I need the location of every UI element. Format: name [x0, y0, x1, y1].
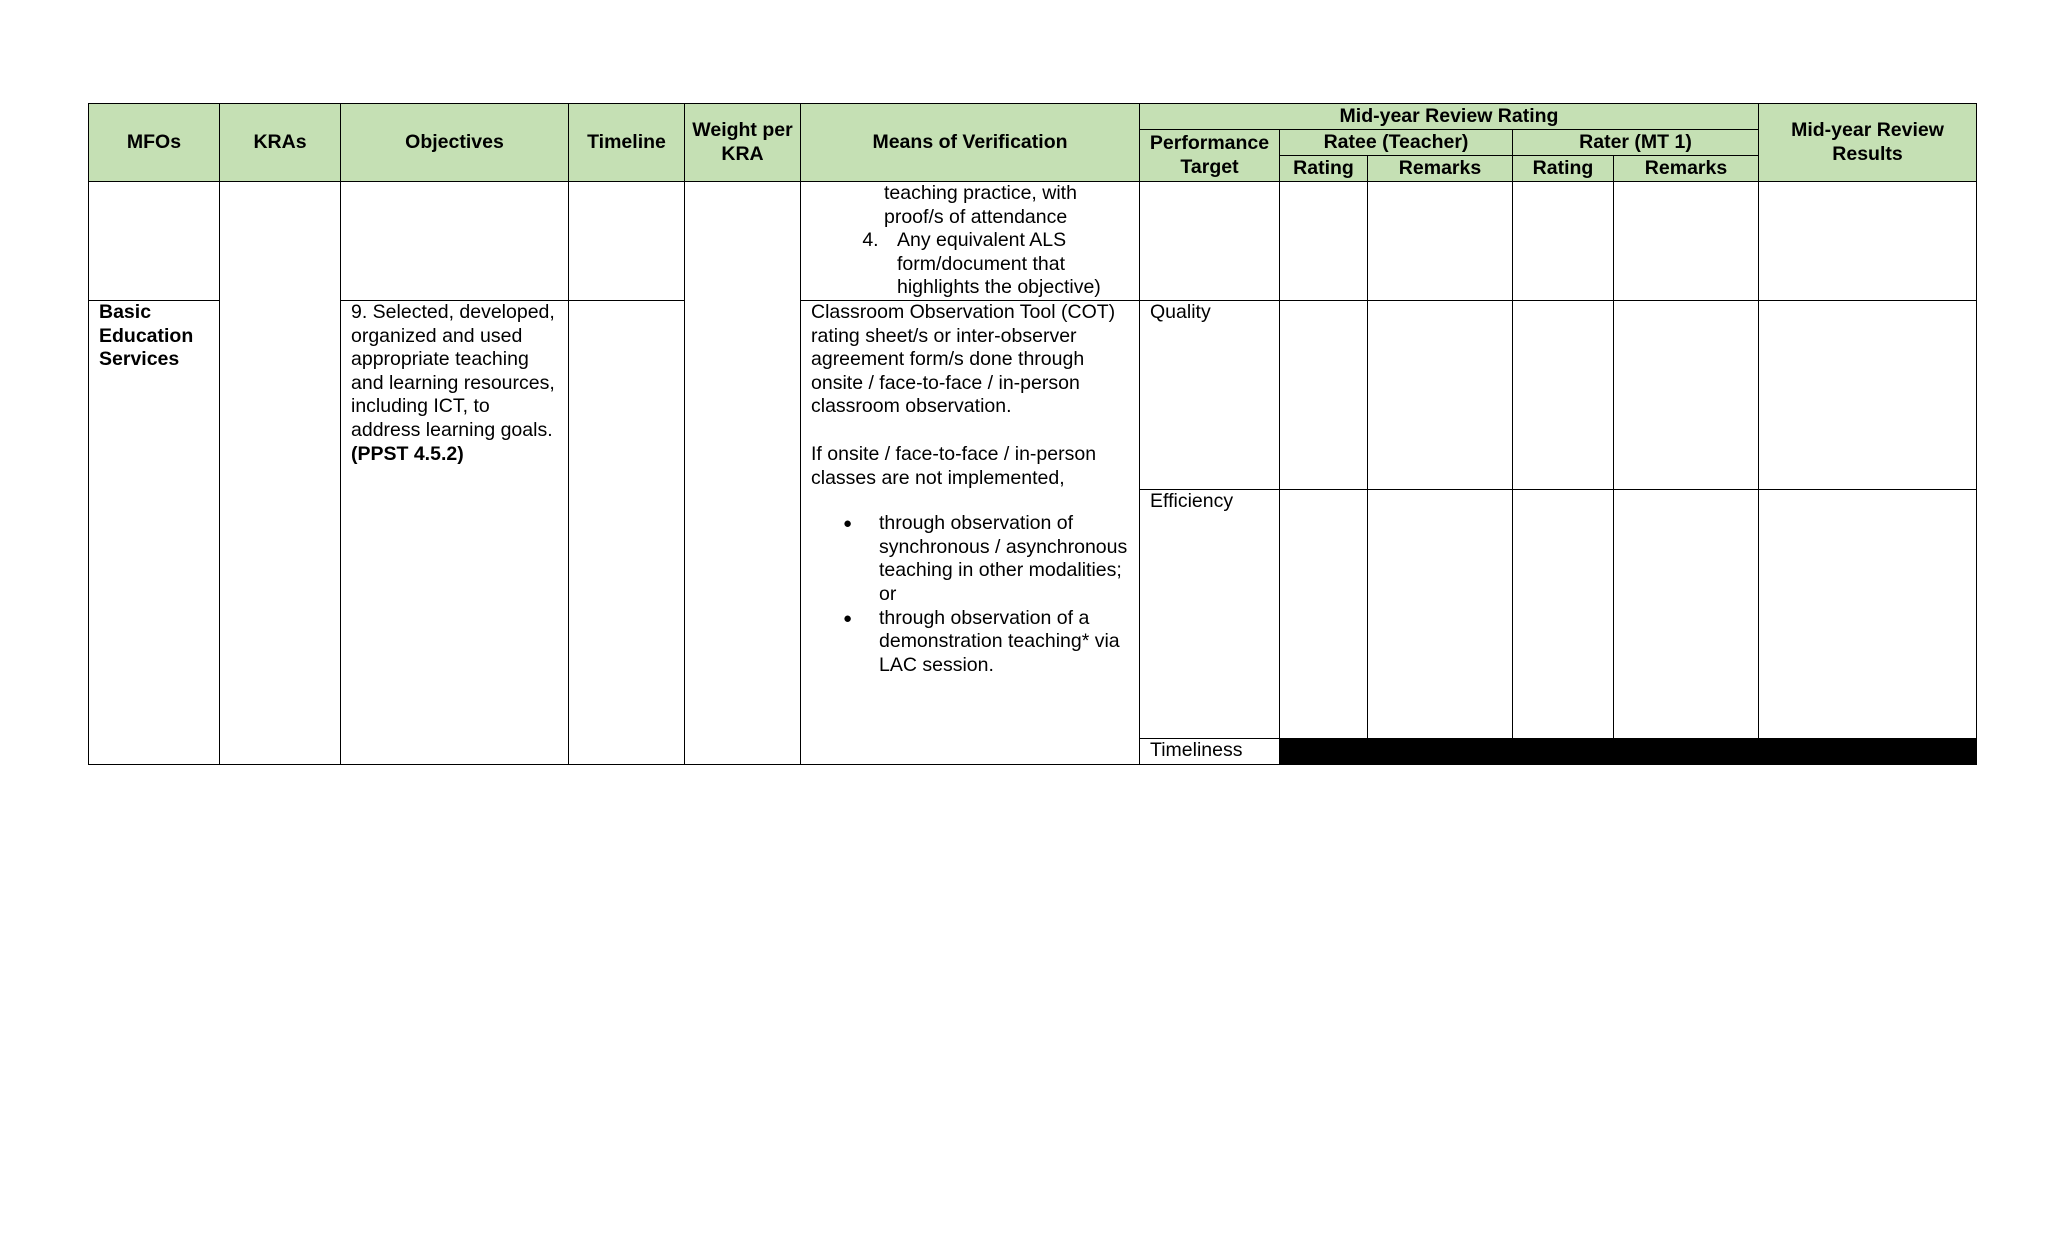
mov-bullet-item: ● through observation of a demonstration teaching* via LAC session.: [879, 607, 1129, 678]
cell-rater-remarks: [1614, 301, 1759, 490]
cell-rater-remarks: [1614, 182, 1759, 301]
cell-target-empty: [1140, 182, 1280, 301]
header-ratee-teacher: Ratee (Teacher): [1280, 130, 1513, 156]
header-means-of-verification: Means of Verification: [801, 104, 1140, 182]
cell-mov: [801, 301, 1140, 765]
cell-ratee-rating: [1280, 490, 1368, 739]
cell-mfo-continued: [89, 182, 220, 301]
cell-rater-rating: [1513, 182, 1614, 301]
header-timeline: Timeline: [569, 104, 685, 182]
table-row: [89, 301, 1977, 490]
cell-timeline-continued: [569, 182, 685, 301]
cell-ratee-remarks: [1368, 182, 1513, 301]
header-rater-mt1: Rater (MT 1): [1513, 130, 1759, 156]
cell-objective: [341, 301, 569, 765]
header-weight-per-kra: Weight per KRA: [685, 104, 801, 182]
cell-rater-rating: [1513, 301, 1614, 490]
header-mfos: MFOs: [89, 104, 220, 182]
cell-results: [1759, 301, 1977, 490]
header-midyear-review-rating: Mid-year Review Rating: [1140, 104, 1759, 130]
blacked-out-cells: [1280, 739, 1977, 765]
table-row: [89, 182, 1977, 301]
performance-review-table: [88, 103, 1977, 765]
header-kras: KRAs: [220, 104, 341, 182]
header-ratee-remarks: Remarks: [1368, 156, 1513, 182]
header-rater-rating: Rating: [1513, 156, 1614, 182]
cell-kras: [220, 182, 341, 765]
mov-bullet-item: ● through observation of synchronous / asynchronous teaching in other modalities; or: [879, 512, 1129, 606]
cell-ratee-rating: [1280, 182, 1368, 301]
cell-ratee-remarks: [1368, 301, 1513, 490]
cell-target-quality: Quality: [1140, 301, 1280, 490]
cell-results: [1759, 182, 1977, 301]
cell-mov-continued: [801, 182, 1140, 301]
header-midyear-review-results: Mid-year Review Results: [1759, 104, 1977, 182]
cell-rater-remarks: [1614, 490, 1759, 739]
mov-continued-line: teaching practice, with: [884, 182, 1077, 204]
cell-timeline: [569, 301, 685, 765]
objective-text: 9. Selected, developed, organized and used appropriate teaching and learning resources, including ICT, to address learning goals.: [351, 301, 555, 441]
table-header: [89, 104, 1977, 182]
cell-target-efficiency: Efficiency: [1140, 490, 1280, 739]
cell-weight: [685, 182, 801, 765]
mov-paragraph: If onsite / face-to-face / in-person classes are not implemented,: [811, 442, 1097, 489]
mov-continued-line: proof/s of attendance: [884, 205, 1068, 228]
mov-paragraph: Classroom Observation Tool (COT) rating sheet/s or inter-observer agreement form/s done through onsite / face-to-face / in-person classroom observation.: [811, 301, 1116, 418]
cell-mfo: Basic Education Services: [89, 301, 220, 765]
header-rater-remarks: Remarks: [1614, 156, 1759, 182]
cell-ratee-remarks: [1368, 490, 1513, 739]
cell-results: [1759, 490, 1977, 739]
objective-ppst-ref: (PPST 4.5.2): [351, 442, 464, 465]
mov-bullet-list: [811, 512, 1129, 677]
cell-target-timeliness: Timeliness: [1140, 739, 1280, 765]
header-performance-target: Performance Target: [1140, 130, 1280, 182]
cell-rater-rating: [1513, 490, 1614, 739]
cell-ratee-rating: [1280, 301, 1368, 490]
mov-numbered-list: [811, 229, 1129, 300]
mov-list-item: 4. Any equivalent ALS form/document that highlights the objective): [884, 229, 1129, 300]
cell-objective-continued: [341, 182, 569, 301]
header-ratee-rating: Rating: [1280, 156, 1368, 182]
header-objectives: Objectives: [341, 104, 569, 182]
